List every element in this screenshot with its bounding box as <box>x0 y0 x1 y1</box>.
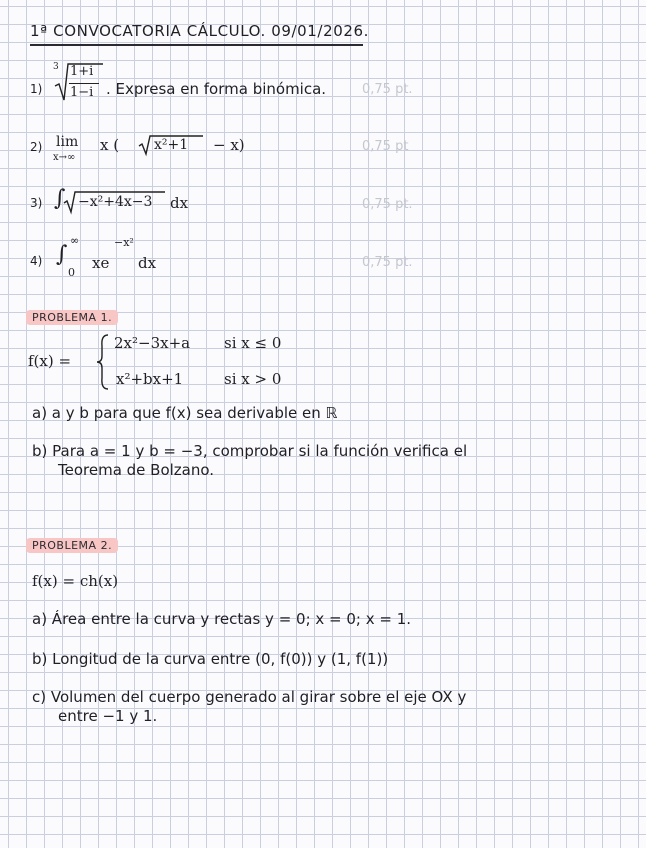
question-number: 1) <box>30 82 43 96</box>
part-a: a) Área entre la curva y rectas y = 0; x = 0; x = 1. <box>32 610 412 628</box>
part-a: a) a y b para que f(x) sea derivable en ℝ <box>32 404 338 422</box>
exponent: −x² <box>114 236 134 249</box>
fraction-numerator: 1+i <box>70 64 94 79</box>
question-number: 3) <box>30 196 43 210</box>
brace <box>96 334 110 390</box>
part-b-line-2: Teorema de Bolzano. <box>58 461 215 479</box>
part-c-line-1: c) Volumen del cuerpo generado al girar sobre el eje OX y <box>32 688 467 706</box>
radicand: x²+1 <box>154 137 189 153</box>
problem-tag: PROBLEMA 2. <box>26 538 118 553</box>
question-number: 4) <box>30 254 43 268</box>
question-points: 0,75 pt <box>362 139 409 154</box>
page-title: 1ª CONVOCATORIA CÁLCULO. 09/01/2026. <box>30 22 370 40</box>
question-text: . Expresa en forma binómica. <box>106 80 327 98</box>
limit-label: lim <box>56 134 79 150</box>
differential: dx <box>170 194 189 212</box>
differential: dx <box>138 254 157 272</box>
case-1-expression: 2x²−3x+a <box>114 334 191 352</box>
integral-lower: 0 <box>68 266 75 279</box>
function-lhs: f(x) = <box>28 352 72 370</box>
question-number: 2) <box>30 140 43 154</box>
function-definition: f(x) = ch(x) <box>32 572 119 590</box>
limit-subscript: x→∞ <box>53 152 76 163</box>
radicand: −x²+4x−3 <box>78 194 153 210</box>
integrand: xe <box>92 254 110 272</box>
part-b-line-1: b) Para a = 1 y b = −3, comprobar si la función verifica el <box>32 442 468 460</box>
question-points: 0,75 pt. <box>362 197 413 212</box>
question-points: 0,75 pt. <box>362 255 413 270</box>
problem-tag: PROBLEMA 1. <box>26 310 118 325</box>
part-c-line-2: entre −1 y 1. <box>58 707 158 725</box>
case-2-expression: x²+bx+1 <box>116 370 184 388</box>
limit-text-a: x ( <box>100 136 120 154</box>
integral-sign: ∫ <box>54 186 66 211</box>
case-1-condition: si x ≤ 0 <box>224 334 282 352</box>
integral-sign: ∫ <box>56 242 68 267</box>
integral-upper: ∞ <box>70 234 80 247</box>
title-underline <box>30 44 363 46</box>
limit-text-b: − x) <box>213 136 245 154</box>
fraction-denominator: 1−i <box>70 85 94 100</box>
question-points: 0,75 pt. <box>362 82 413 97</box>
part-b: b) Longitud de la curva entre (0, f(0)) y (1, f(1)) <box>32 650 389 668</box>
case-2-condition: si x > 0 <box>224 370 282 388</box>
root-index: 3 <box>53 62 59 72</box>
